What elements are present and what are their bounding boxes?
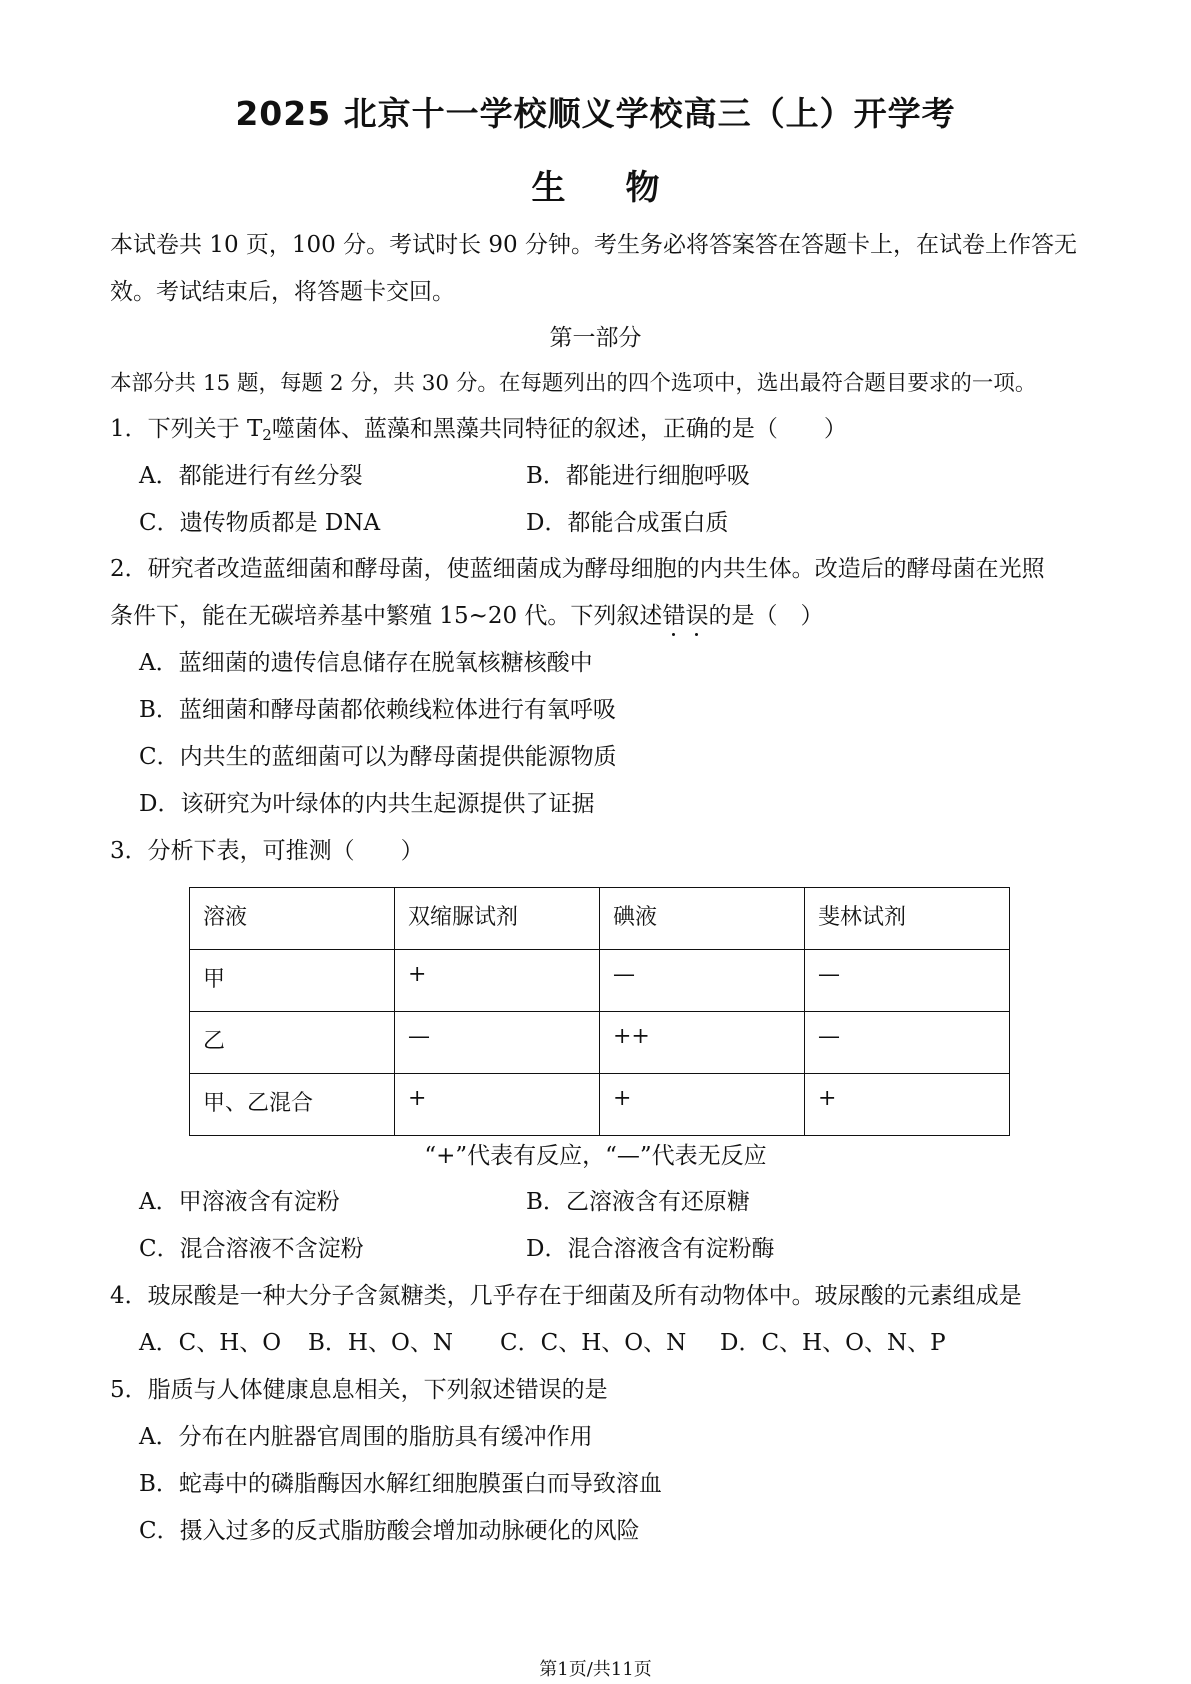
- q2-option-d: D．该研究为叶绿体的内共生起源提供了证据: [139, 791, 595, 817]
- q1-option-c: C．遗传物质都是 DNA: [139, 510, 381, 536]
- q5-option-a: A．分布在内脏器官周围的脂肪具有缓冲作用: [139, 1424, 593, 1450]
- question-3-stem: 3．分析下表，可推测（ ）: [110, 838, 424, 864]
- part-heading: 第一部分: [549, 325, 642, 351]
- q5-option-b: B．蛇毒中的磷脂酶因水解红细胞膜蛋白而导致溶血: [139, 1471, 662, 1497]
- q2-option-a: A．蓝细菌的遗传信息储存在脱氧核糖核酸中: [139, 650, 593, 676]
- q4-option-b: B．H、O、N: [308, 1330, 453, 1356]
- q1-stem-pre: 1．下列关于 T: [110, 416, 263, 442]
- table-header-cell: 溶液: [190, 888, 395, 950]
- table-cell: +: [395, 950, 600, 1012]
- table-cell: —: [395, 1012, 600, 1074]
- page-number: 第1页/共11页: [539, 1659, 652, 1680]
- table-note: “+”代表有反应，“—”代表无反应: [424, 1143, 767, 1169]
- q1-option-a: A．都能进行有丝分裂: [139, 463, 363, 489]
- question-2-stem-line-1: 2．研究者改造蓝细菌和酵母菌，使蓝细菌成为酵母细胞的内共生体。改造后的酵母菌在光照: [110, 556, 1045, 582]
- exam-title: 2025 北京十一学校顺义学校高三（上）开学考: [235, 94, 956, 133]
- q3-option-c: C．混合溶液不含淀粉: [139, 1236, 364, 1262]
- table-header-cell: 碘液: [600, 888, 805, 950]
- q2-emphasis-char-1: 错: [662, 603, 686, 629]
- table-cell: ++: [600, 1012, 805, 1074]
- table-cell: —: [600, 950, 805, 1012]
- subject-title: 生物: [531, 168, 720, 208]
- q2-stem-post: 的是（ ）: [708, 603, 824, 629]
- q3-option-a: A．甲溶液含有淀粉: [139, 1189, 340, 1215]
- q1-option-d: D．都能合成蛋白质: [526, 510, 729, 536]
- q2-emphasis-char-2: 误: [685, 603, 709, 629]
- q2-option-c: C．内共生的蓝细菌可以为酵母菌提供能源物质: [139, 744, 617, 770]
- q3-option-d: D．混合溶液含有淀粉酶: [526, 1236, 775, 1262]
- q1-stem-post: 噬菌体、蓝藻和黑藻共同特征的叙述，正确的是（ ）: [271, 416, 847, 442]
- table-row: [190, 950, 1010, 1012]
- table-cell: +: [395, 1074, 600, 1136]
- table-header-cell: 斐林试剂: [805, 888, 1010, 950]
- q4-option-a: A．C、H、O: [139, 1330, 282, 1356]
- q1-stem-subscript: 2: [262, 426, 272, 444]
- table-cell: 甲: [190, 950, 395, 1012]
- intro-line-1: 本试卷共 10 页，100 分。考试时长 90 分钟。考生务必将答案答在答题卡上，在试卷上作答无: [110, 232, 1077, 258]
- table-cell: 乙: [190, 1012, 395, 1074]
- table-cell: +: [805, 1074, 1010, 1136]
- table-header-row: [190, 888, 1010, 950]
- reagent-table: [189, 887, 1010, 1136]
- q3-option-b: B．乙溶液含有还原糖: [526, 1189, 750, 1215]
- question-2-stem-line-2: [110, 601, 823, 631]
- table-row: [190, 1012, 1010, 1074]
- q2-stem-pre: 条件下，能在无碳培养基中繁殖 15~20 代。下列叙述: [110, 603, 663, 629]
- q1-option-b: B．都能进行细胞呼吸: [526, 463, 750, 489]
- q5-option-c: C．摄入过多的反式脂肪酸会增加动脉硬化的风险: [139, 1518, 640, 1544]
- table-cell: 甲、乙混合: [190, 1074, 395, 1136]
- part-instructions: 本部分共 15 题，每题 2 分，共 30 分。在每题列出的四个选项中，选出最符合题目要求的一项。: [110, 371, 1037, 396]
- table-row: [190, 1074, 1010, 1136]
- question-4-stem: 4．玻尿酸是一种大分子含氮糖类，几乎存在于细菌及所有动物体中。玻尿酸的元素组成是: [110, 1283, 1022, 1309]
- table-cell: —: [805, 1012, 1010, 1074]
- table-header-cell: 双缩脲试剂: [395, 888, 600, 950]
- q4-option-c: C．C、H、O、N: [500, 1330, 687, 1356]
- q4-option-d: D．C、H、O、N、P: [720, 1330, 946, 1356]
- intro-line-2: 效。考试结束后，将答题卡交回。: [110, 279, 455, 305]
- question-1-stem: [110, 414, 847, 444]
- question-5-stem: 5．脂质与人体健康息息相关，下列叙述错误的是: [110, 1377, 608, 1403]
- q2-option-b: B．蓝细菌和酵母菌都依赖线粒体进行有氧呼吸: [139, 697, 616, 723]
- table-cell: +: [600, 1074, 805, 1136]
- table-cell: —: [805, 950, 1010, 1012]
